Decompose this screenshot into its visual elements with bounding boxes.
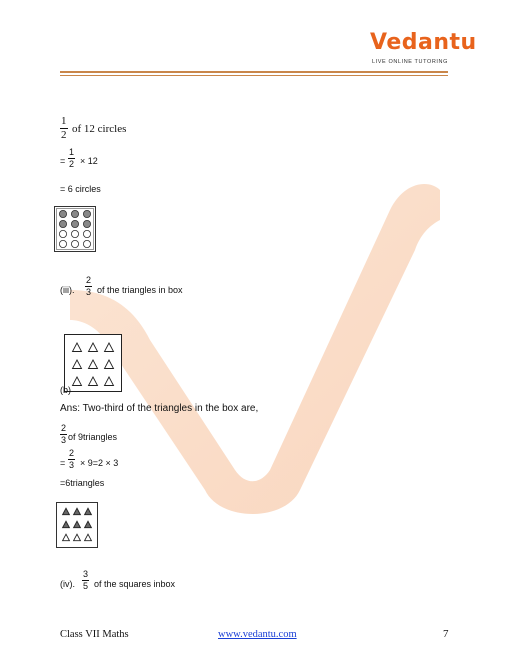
shaded-circle	[59, 220, 66, 227]
circle	[71, 240, 78, 247]
part-iv-text: of the squares inbox	[94, 579, 176, 589]
circle	[71, 230, 78, 237]
triangles-box-figure	[64, 334, 122, 392]
circle	[83, 240, 90, 247]
shaded-circle	[71, 210, 78, 217]
vedantu-logo: Vedantu	[370, 30, 477, 55]
header-divider	[60, 71, 448, 73]
line-of-12-circles: of 12 circles	[72, 123, 127, 135]
of-nine-triangles: of 9triangles	[68, 432, 118, 442]
part-iii-text: of the triangles in box	[97, 285, 183, 295]
footer-class-label: Class VII Maths	[60, 629, 129, 640]
circle	[83, 230, 90, 237]
answer-statement: Ans: Two-third of the triangles in the box are,	[60, 403, 259, 414]
page-number: 7	[443, 628, 449, 640]
part-iv-label: (iv).	[60, 579, 75, 589]
shaded-triangles-figure	[56, 502, 98, 548]
fraction-numerator: 1	[61, 115, 67, 127]
times-nine-expression: × 9=2 × 3	[80, 458, 119, 468]
shaded-circle	[71, 220, 78, 227]
fraction-numerator: 2	[69, 448, 75, 458]
fraction-two-thirds-2	[60, 424, 67, 445]
part-iii-label: (iii).	[60, 285, 75, 295]
equals-sign-2: =	[60, 458, 66, 468]
fraction-denominator: 2	[69, 159, 75, 169]
fraction-one-half-2	[68, 148, 75, 169]
fraction-two-thirds-3	[68, 449, 75, 470]
fraction-numerator: 3	[83, 569, 89, 579]
circle	[59, 240, 66, 247]
fraction-numerator: 2	[61, 423, 67, 433]
circle	[59, 230, 66, 237]
fraction-denominator: 3	[61, 435, 67, 445]
fraction-denominator: 3	[69, 460, 75, 470]
fraction-three-fifths	[82, 570, 89, 591]
result-six-circles: = 6 circles	[60, 184, 101, 194]
equals-sign: =	[60, 156, 66, 166]
fraction-numerator: 2	[86, 275, 92, 285]
logo-tagline: LIVE ONLINE TUTORING	[372, 59, 448, 65]
shaded-circle	[59, 210, 66, 217]
circles-grid-figure	[54, 206, 96, 252]
fraction-two-thirds	[85, 276, 92, 297]
fraction-one-half	[60, 116, 68, 141]
shaded-circle	[83, 220, 90, 227]
result-six-triangles: =6triangles	[60, 478, 105, 488]
header-divider-thin	[60, 75, 448, 76]
fraction-denominator: 2	[61, 129, 67, 141]
times-twelve: × 12	[80, 156, 98, 166]
fraction-numerator: 1	[69, 147, 75, 157]
footer-website-link[interactable]: www.vedantu.com	[218, 629, 297, 640]
fraction-denominator: 3	[86, 287, 92, 297]
fraction-denominator: 5	[83, 581, 89, 591]
shaded-circle	[83, 210, 90, 217]
part-b-label: (b)	[60, 385, 71, 395]
